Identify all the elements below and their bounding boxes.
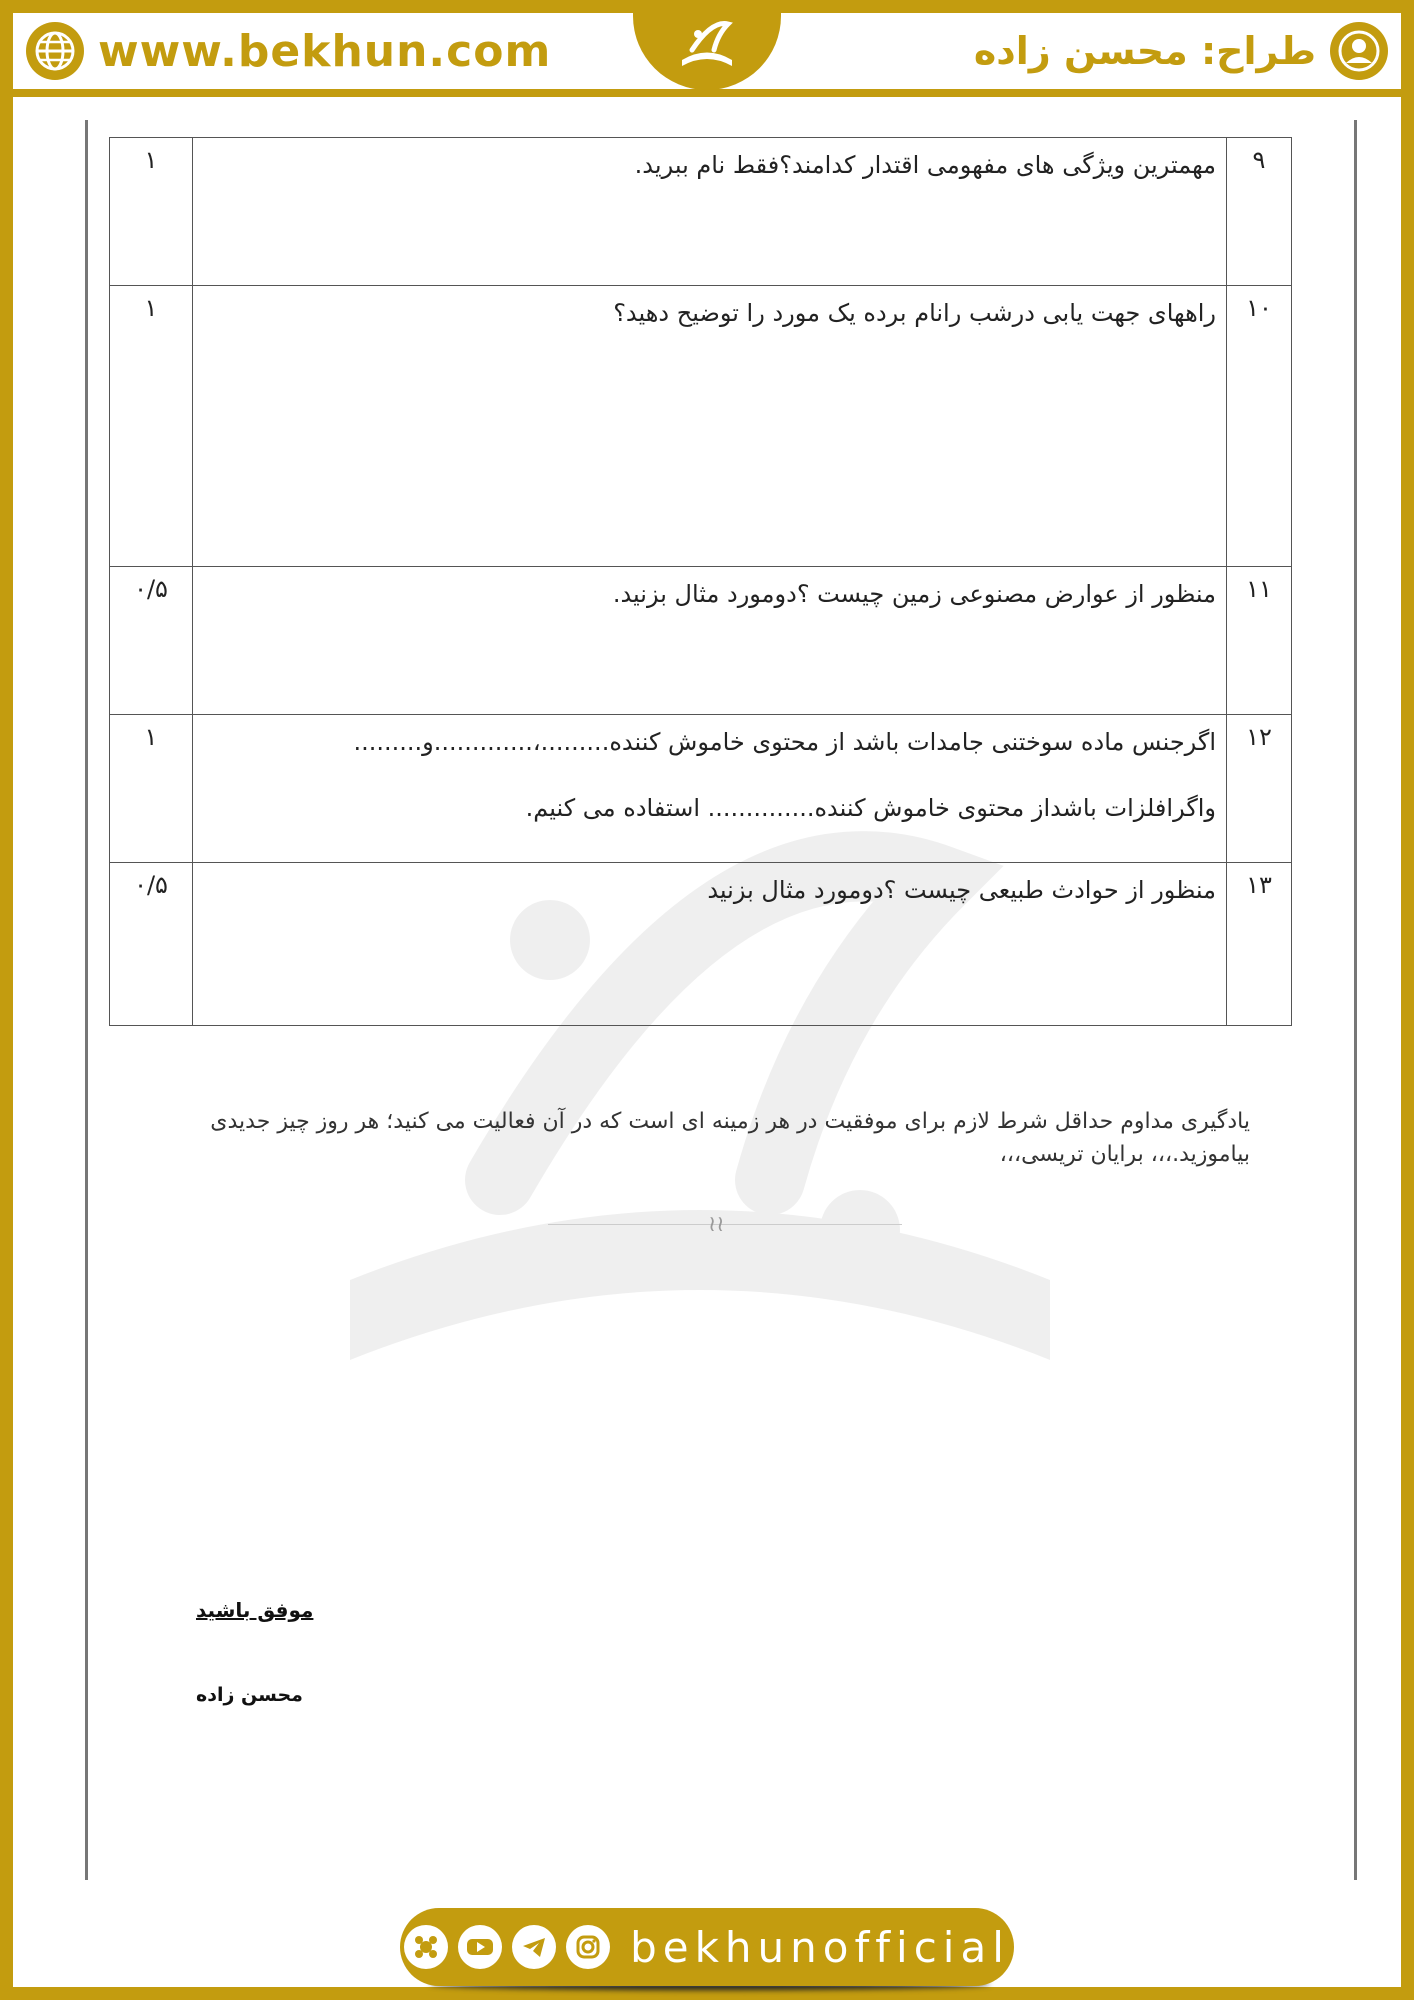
designer-credit (974, 20, 1388, 82)
question-text: اگرجنس ماده سوختنی جامدات باشد از محتوی خاموش کننده.........،.............و......... (353, 728, 1216, 756)
question-text: منظور از عوارض مصنوعی زمین چیست ؟دومورد مثال بزنید. (193, 567, 1227, 715)
telegram-icon[interactable] (512, 1925, 556, 1969)
margin-rule-right (1354, 120, 1357, 1880)
quote-divider (548, 1224, 902, 1225)
aparat-icon[interactable] (404, 1925, 448, 1969)
question-number: ۹ (1227, 138, 1292, 286)
question-text: مهمترین ویژگی های مفهومی اقتدار کدامند؟فقط نام ببرید. (193, 138, 1227, 286)
instagram-icon[interactable] (566, 1925, 610, 1969)
question-row (110, 863, 1292, 1026)
signer-name: محسن زاده (196, 1684, 303, 1706)
question-row (110, 286, 1292, 567)
question-score: ۱ (110, 286, 193, 567)
question-text-block (193, 715, 1227, 863)
motivational-quote: یادگیری مداوم حداقل شرط لازم برای موفقیت در هر زمینه ای است که در آن فعالیت می کنید؛ هر روز چیز جدیدی بیاموزید.،،، برایان تریسی،،، (210, 1109, 1250, 1167)
social-handle: bekhunofficial (630, 1922, 1010, 1972)
globe-icon (26, 22, 84, 80)
question-number: ۱۱ (1227, 567, 1292, 715)
question-number: ۱۰ (1227, 286, 1292, 567)
question-score: ۱ (110, 715, 193, 863)
designer-name: طراح: محسن زاده (973, 29, 1316, 73)
divider-ornament-icon: ≀≀ (708, 1212, 725, 1237)
question-row (110, 567, 1292, 715)
question-score: ۱ (110, 138, 193, 286)
site-url: www.bekhun.com (98, 25, 552, 77)
header-rule (13, 89, 1401, 97)
user-icon (1330, 22, 1388, 80)
site-link[interactable] (26, 20, 551, 82)
youtube-icon[interactable] (458, 1925, 502, 1969)
footer-social-bar (400, 1908, 1014, 1986)
margin-rule-left (85, 120, 88, 1880)
question-number: ۱۳ (1227, 863, 1292, 1026)
question-text: منظور از حوادث طبیعی چیست ؟دومورد مثال بزنید (193, 863, 1227, 1026)
question-text: راههای جهت یابی درشب رانام برده یک مورد را توضیح دهید؟ (193, 286, 1227, 567)
question-number: ۱۲ (1227, 715, 1292, 863)
question-text-line2: واگرافلزات باشداز محتوی خاموش کننده.............. استفاده می کنیم. (525, 794, 1216, 823)
question-score: ۰/۵ (110, 863, 193, 1026)
question-score: ۰/۵ (110, 567, 193, 715)
question-row (110, 715, 1292, 863)
question-row (110, 138, 1292, 286)
questions-table (109, 137, 1292, 1026)
closing-text: موفق باشید (196, 1598, 314, 1622)
